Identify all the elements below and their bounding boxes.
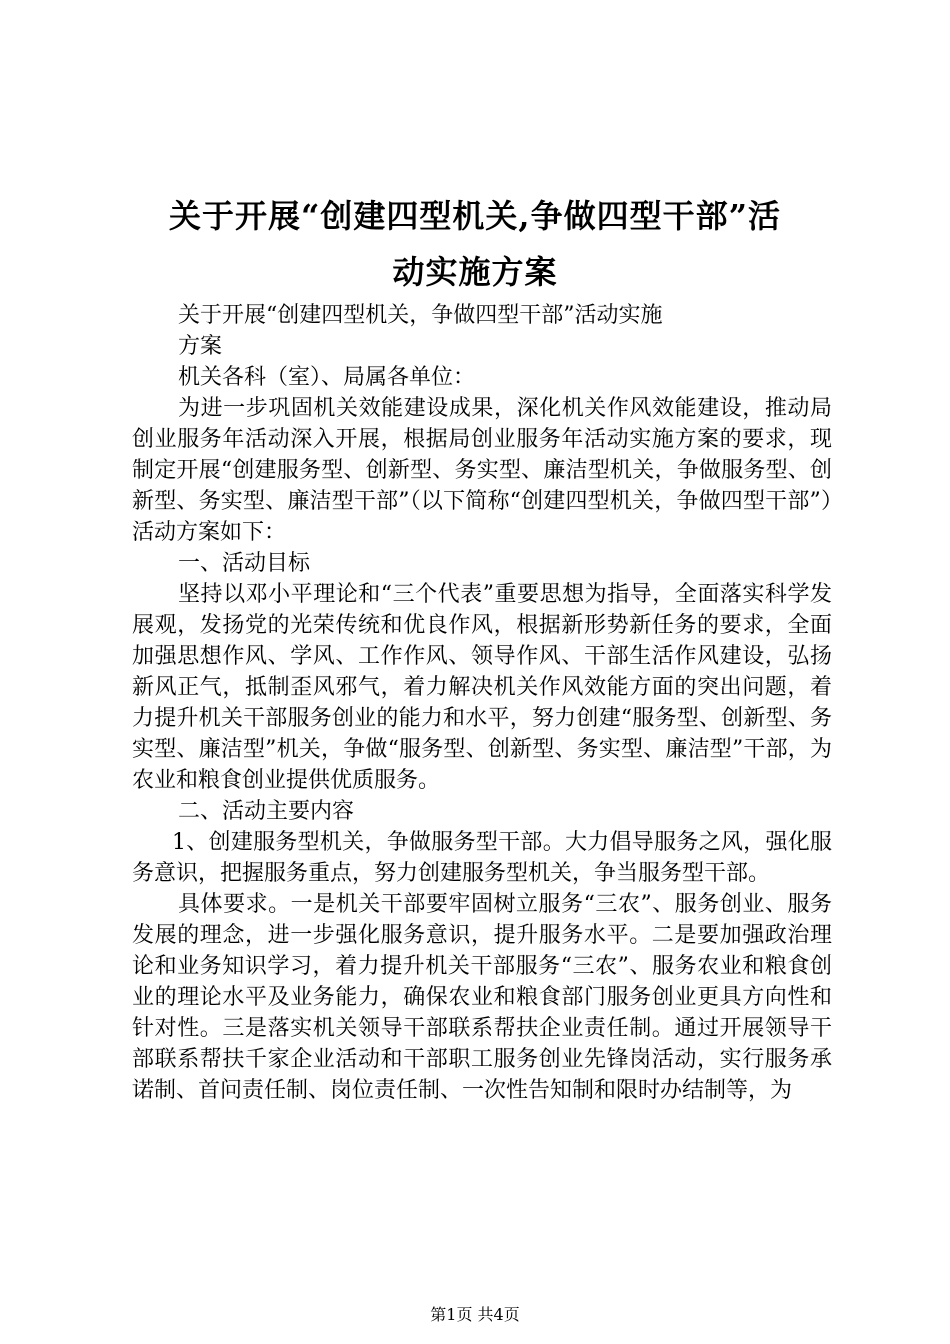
- item-1-paragraph: 1、创建服务型机关，争做服务型干部。大力倡导服务之风，强化服务意识，把握服务重点，努力创建服务型机关，争当服务型干部。: [132, 830, 832, 886]
- document-title: [100, 188, 850, 300]
- section-1-heading: 一、活动目标: [178, 551, 311, 576]
- title-line-2: 动实施方案: [392, 253, 558, 291]
- subtitle-line-2: 方案: [178, 334, 223, 359]
- section-1-paragraph: 坚持以邓小平理论和“三个代表”重要思想为指导，全面落实科学发展观，发扬党的光荣传统和优良作风，根据新形势新任务的要求，全面加强思想作风、学风、工作作风、领导作风、干部生活作风建设，弘扬新风正气，抵制歪风邪气，着力解决机关作风效能方面的突出问题，着力提升机关干部服务创业的能力和水平，努力创建“服务型、创新型、务实型、廉洁型”机关，争做“服务型、创新型、务实型、廉洁型”干部，为农业和粮食创业提供优质服务。: [132, 582, 832, 793]
- title-line-1: 关于开展“创建四型机关,争做四型干部”活: [169, 197, 781, 235]
- section-2-heading: 二、活动主要内容: [178, 799, 355, 824]
- page-footer: 第1页 共4页: [430, 1305, 520, 1324]
- document-body: [132, 300, 832, 1106]
- intro-paragraph: 为进一步巩固机关效能建设成果，深化机关作风效能建设，推动局创业服务年活动深入开展，根据局创业服务年活动实施方案的要求，现制定开展“创建服务型、创新型、务实型、廉洁型机关，争做服务型、创新型、务实型、廉洁型干部”（以下简称“创建四型机关，争做四型干部”）活动方案如下：: [132, 396, 832, 545]
- subtitle-line-1: 关于开展“创建四型机关，争做四型干部”活动实施: [178, 303, 663, 328]
- item-1-requirements-paragraph: 具体要求。一是机关干部要牢固树立服务“三农”、服务创业、服务发展的理念，进一步强化服务意识，提升服务水平。二是要加强政治理论和业务知识学习，着力提升机关干部服务“三农”、服务农业和粮食创业的理论水平及业务能力，确保农业和粮食部门服务创业更具方向性和针对性。三是落实机关领导干部联系帮扶企业责任制。通过开展领导干部联系帮扶千家企业活动和干部职工服务创业先锋岗活动，实行服务承诺制、首问责任制、岗位责任制、一次性告知制和限时办结制等，为: [132, 892, 832, 1103]
- salutation: 机关各科（室）、局属各单位：: [178, 365, 476, 390]
